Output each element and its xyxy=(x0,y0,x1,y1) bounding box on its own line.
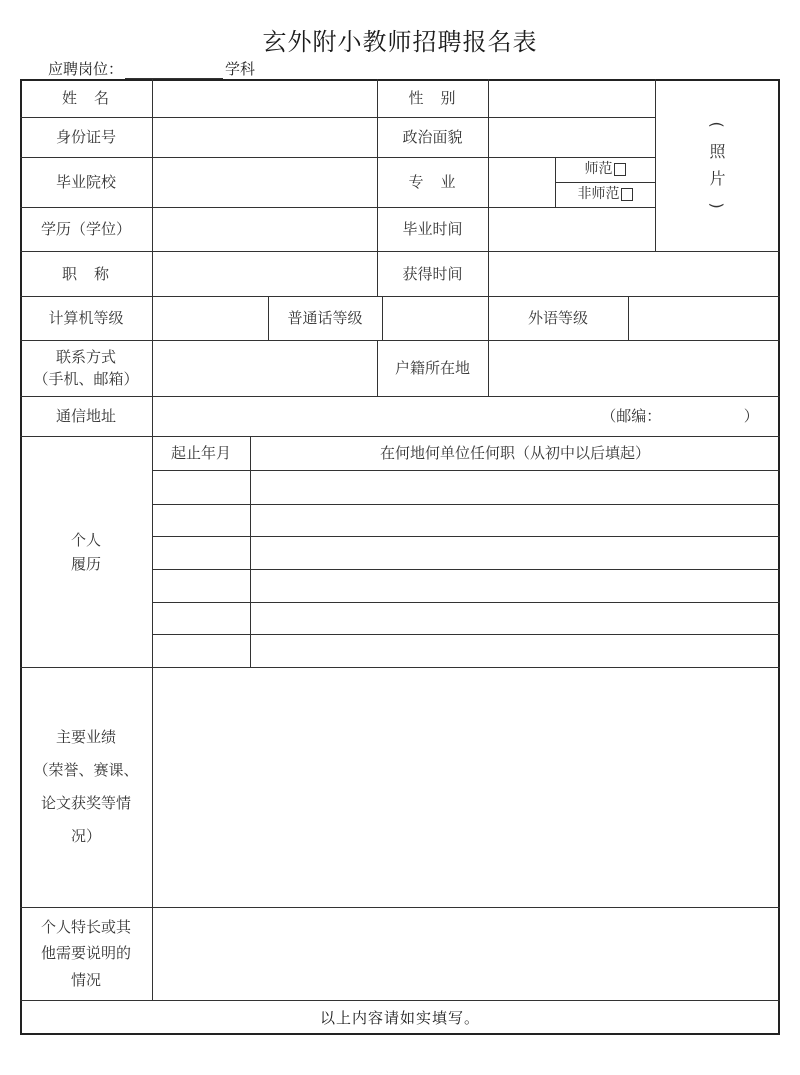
achievements-line1: 主要业绩 xyxy=(55,728,116,746)
specialty-label xyxy=(20,907,152,1000)
non-normal-option[interactable] xyxy=(555,182,655,207)
achievements-line4: 况） xyxy=(70,827,101,845)
address-label: 通信地址 xyxy=(55,407,116,425)
non-normal-option-label: 非师范 xyxy=(577,186,620,203)
achievements-line3: 论文获奖等情 xyxy=(40,794,131,812)
row-line xyxy=(153,634,780,635)
apply-position-line xyxy=(48,58,255,79)
contact-label xyxy=(20,340,152,396)
job-title-label: 职 称 xyxy=(61,264,110,283)
col-line xyxy=(152,79,153,436)
col-line xyxy=(488,79,489,296)
apply-position-label: 应聘岗位： xyxy=(48,60,124,78)
photo-label-bottom: 片 xyxy=(709,169,726,188)
mandarin-level-label: 普通话等级 xyxy=(287,309,363,327)
non-normal-checkbox[interactable] xyxy=(621,188,633,201)
contact-label-line2: （手机、邮箱） xyxy=(33,370,139,388)
resume-label xyxy=(20,436,152,667)
normal-option-label: 师范 xyxy=(584,161,613,178)
name-label: 姓 名 xyxy=(61,89,110,107)
footer-note: 以上内容请如实填写。 xyxy=(319,1009,480,1027)
row-line xyxy=(153,536,780,537)
col-line xyxy=(628,296,629,340)
row-line xyxy=(153,569,780,570)
apply-position-blank[interactable] xyxy=(125,62,223,79)
photo-box[interactable] xyxy=(655,79,780,251)
photo-paren-close: ) xyxy=(708,202,728,209)
specialty-line2: 他需要说明的 xyxy=(40,944,131,963)
foreign-language-label: 外语等级 xyxy=(527,309,588,327)
postcode-label: （邮编： ） xyxy=(601,407,759,425)
row-line xyxy=(153,602,780,603)
page-title: 玄外附小教师招聘报名表 xyxy=(262,28,538,56)
degree-label: 学历（学位） xyxy=(40,220,131,238)
contact-label-line1: 联系方式 xyxy=(55,347,116,366)
row-line xyxy=(153,504,780,505)
achievements-line2: （荣誉、赛课、 xyxy=(33,761,139,779)
specialty-line3: 情况 xyxy=(70,970,101,989)
obtain-time-label: 获得时间 xyxy=(402,264,463,283)
row-line xyxy=(153,470,780,471)
form-grid xyxy=(20,79,780,1035)
resume-date-header: 起止年月 xyxy=(170,444,231,462)
photo-label-top: 照 xyxy=(709,141,726,161)
gender-label: 性 别 xyxy=(408,89,457,107)
normal-option[interactable] xyxy=(555,157,655,182)
apply-subject-label: 学科 xyxy=(225,60,256,78)
specialty-line1: 个人特长或其 xyxy=(40,918,131,937)
hukou-label: 户籍所在地 xyxy=(394,359,470,377)
political-status-label: 政治面貌 xyxy=(402,128,463,146)
school-label: 毕业院校 xyxy=(55,173,116,191)
computer-level-label: 计算机等级 xyxy=(48,309,124,327)
achievements-label xyxy=(20,667,152,907)
resume-detail-header: 在何地何单位任何职（从初中以后填起） xyxy=(379,444,650,462)
resume-label-line2: 履历 xyxy=(70,554,101,573)
photo-paren-open: ( xyxy=(708,121,728,128)
graduation-time-label: 毕业时间 xyxy=(402,220,463,238)
col-line xyxy=(152,436,153,1000)
id-number-label: 身份证号 xyxy=(55,128,116,146)
major-label: 专 业 xyxy=(408,173,457,191)
normal-checkbox[interactable] xyxy=(614,163,626,176)
resume-label-line1: 个人 xyxy=(70,530,101,549)
col-line xyxy=(488,340,489,396)
col-line xyxy=(382,296,383,340)
col-line xyxy=(250,436,251,667)
